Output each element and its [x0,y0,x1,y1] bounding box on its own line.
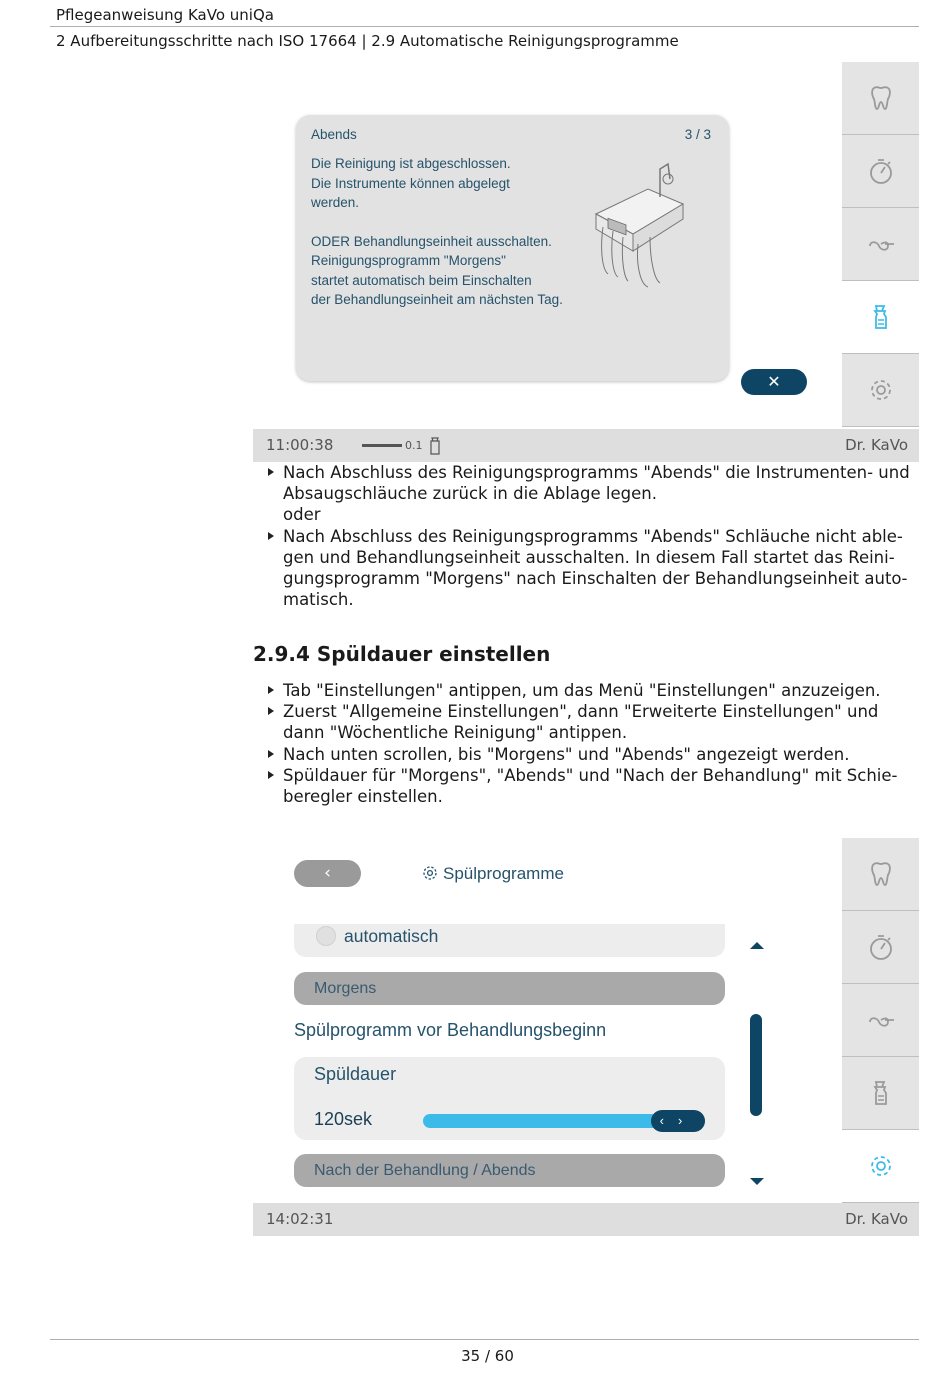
list-item: Tab "Einstellungen" antippen, um das Menü "Einstellungen" anzuzeigen. [264,680,920,701]
dialog-line: Die Instrumente können abgelegt [311,175,510,191]
section-morning [294,972,725,1005]
instruction-list-evening [264,462,920,610]
page-number: 35 / 60 [461,1347,514,1365]
tab-timer[interactable] [842,135,919,208]
tab-timer[interactable] [842,911,919,984]
screenshot-rinse-programs [253,838,919,1238]
list-item: Nach Abschluss des Reinigungsprogramms "Abends" Schläuche nicht ablegen und Behandlungseinheit ausschalten. In diesem Fall startet das Reinigungsprogramm "Morgens" nach Einschalten der Behandlungseinheit automatisch. [264,526,920,611]
instrument-hose-icon [866,229,896,259]
stopwatch-icon [866,156,896,186]
section-evening-label: Nach der Behandlung / Abends [314,1162,536,1179]
rinse-duration-card [294,1057,725,1140]
status-value: 0.1 [405,439,423,452]
stopwatch-icon [866,932,896,962]
dialog-title: Abends [311,127,357,142]
scroll-down-icon[interactable] [750,1178,764,1185]
document-header-title: Pflegeanweisung KaVo uniQa [56,6,274,24]
dialog-line: Die Reinigung ist abgeschlossen. [311,156,511,171]
section-evening [294,1154,725,1187]
list-item-oder: oder [283,505,321,525]
status-progress-line [362,444,402,447]
header-rule [50,26,919,27]
footer-rule [50,1339,919,1340]
instruction-list-duration [264,680,920,807]
tab-hoses[interactable] [842,984,919,1057]
tab-hoses[interactable] [842,208,919,281]
sidebar [842,838,919,1203]
status-time: 11:00:38 [266,436,334,454]
page-title [421,864,564,884]
status-bar [253,429,919,462]
list-item: Zuerst "Allgemeine Einstellungen", dann "Erweiterte Einstellungen" und dann "Wöchentliche Reinigung" antippen. [264,701,920,743]
gear-icon [866,1151,896,1181]
gear-icon [421,864,439,882]
tab-cleaning[interactable] [842,1057,919,1130]
dialog-message [311,154,601,329]
option-automatic[interactable] [294,924,725,957]
rinse-duration-value: 120sek [314,1109,373,1129]
close-button[interactable]: ✕ [741,369,807,395]
status-bar [253,1203,919,1236]
dialog-line: ODER Behandlungseinheit ausschalten. [311,233,552,249]
tooth-icon [866,859,896,889]
dialog-line: werden. [311,195,360,210]
dialog-line: Reinigungsprogramm "Morgens" [311,253,506,268]
rinse-duration-label: Spüldauer [314,1064,397,1084]
list-item: Nach unten scrollen, bis "Morgens" und "Abends" angezeigt werden. [264,744,920,765]
cleaning-bottle-icon [429,437,441,455]
document-header-section: 2 Aufbereitungsschritte nach ISO 17664 | 2.9 Automatische Reinigungsprogramme [56,32,679,50]
dialog-page-indicator: 3 / 3 [684,127,711,142]
dialog-line: der Behandlungseinheit am nächsten Tag. [311,292,563,307]
treatment-unit-illustration [588,159,688,294]
tooth-icon [866,83,896,113]
cleaning-bottle-icon [866,302,896,332]
list-item: Spüldauer für "Morgens", "Abends" und "Nach der Behandlung" mit Schieberegler einstellen. [264,765,920,807]
instrument-hose-icon [866,1005,896,1035]
scrollbar[interactable] [750,1014,762,1116]
section-heading: 2.9.4 Spüldauer einstellen [253,642,551,666]
morning-subheading: Spülprogramm vor Behandlungsbeginn [294,1020,607,1040]
slider-handle[interactable]: ‹› [651,1110,705,1132]
scroll-up-icon[interactable] [750,942,764,949]
evening-info-dialog [296,115,729,381]
rinse-duration-slider[interactable] [423,1114,705,1128]
page-title-text: Spülprogramme [443,864,564,883]
tab-instruments[interactable] [842,62,919,135]
tab-instruments[interactable] [842,838,919,911]
cleaning-bottle-icon [866,1078,896,1108]
gear-icon [866,375,896,405]
back-button[interactable]: ‹ [294,860,361,887]
option-automatic-label: automatisch [344,926,439,946]
tab-settings[interactable] [842,354,919,427]
tab-cleaning[interactable] [842,281,919,354]
status-time: 14:02:31 [266,1210,334,1228]
list-item: Nach Abschluss des Reinigungsprogramms "Abends" die Instrumenten- und Absaugschläuche zurück in die Ablage legen. [264,462,920,504]
radio-button[interactable] [316,926,336,946]
dialog-line: startet automatisch beim Einschalten [311,272,532,288]
sidebar [842,62,919,427]
screenshot-evening-dialog [253,62,919,462]
section-morning-label: Morgens [314,980,377,997]
tab-settings[interactable] [842,1130,919,1203]
status-user: Dr. KaVo [845,1210,908,1228]
status-user: Dr. KaVo [845,436,908,454]
